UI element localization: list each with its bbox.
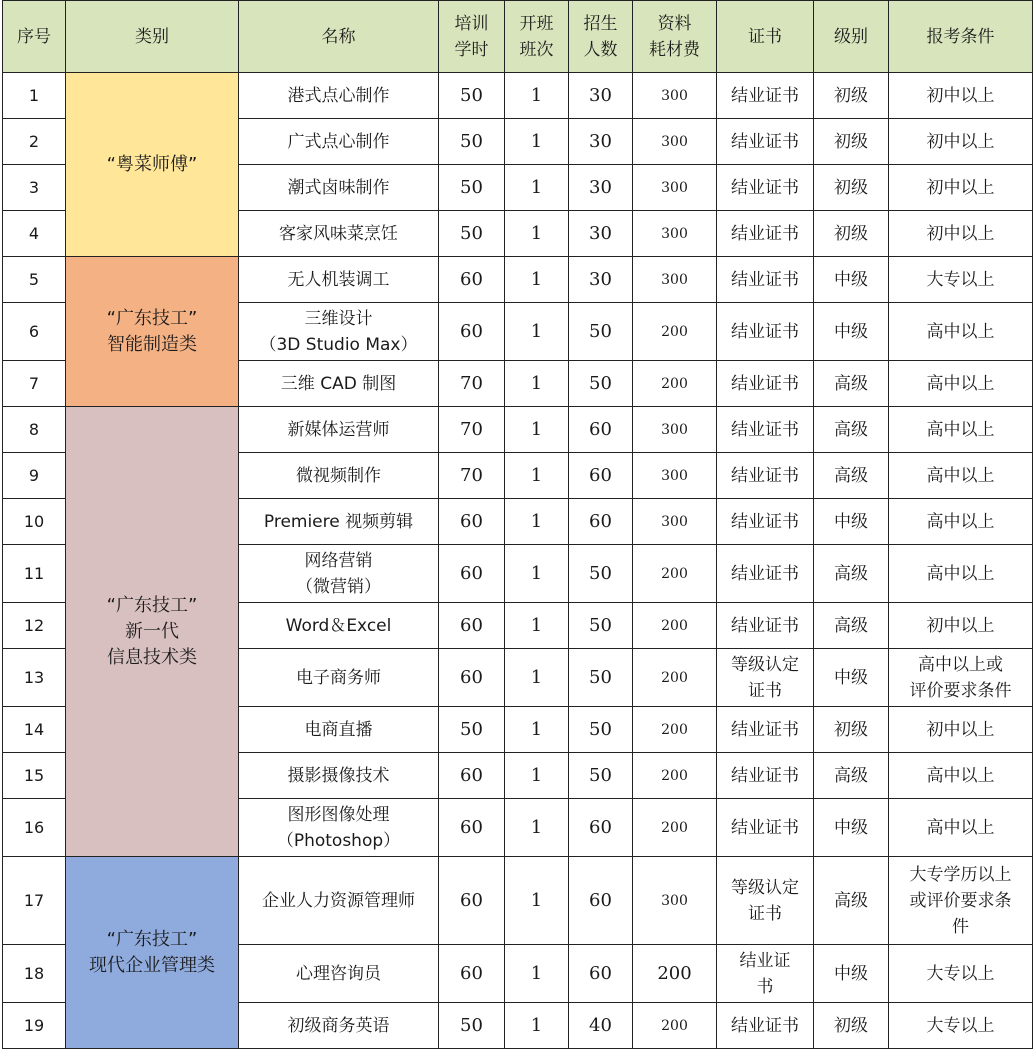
enroll-cell: 30 bbox=[569, 119, 633, 165]
fee-cell: 200 bbox=[633, 603, 717, 649]
seq-cell: 8 bbox=[3, 407, 66, 453]
fee-cell: 300 bbox=[633, 499, 717, 545]
seq-cell: 10 bbox=[3, 499, 66, 545]
enroll-cell: 50 bbox=[569, 603, 633, 649]
course-name-cell: 心理咨询员 bbox=[239, 945, 439, 1003]
hours-cell: 60 bbox=[439, 649, 505, 707]
level-cell: 高级 bbox=[814, 753, 889, 799]
seq-cell: 6 bbox=[3, 303, 66, 361]
classes-cell: 1 bbox=[505, 1003, 569, 1049]
table-row bbox=[3, 407, 1033, 453]
enroll-cell: 30 bbox=[569, 257, 633, 303]
level-cell: 中级 bbox=[814, 303, 889, 361]
course-name-cell: 潮式卤味制作 bbox=[239, 165, 439, 211]
cert-cell: 结业证书 bbox=[717, 707, 814, 753]
cert-cell: 结业证书 bbox=[717, 545, 814, 603]
classes-cell: 1 bbox=[505, 211, 569, 257]
level-cell: 高级 bbox=[814, 361, 889, 407]
fee-cell: 300 bbox=[633, 257, 717, 303]
cert-cell: 结业证书 bbox=[717, 1003, 814, 1049]
seq-cell: 12 bbox=[3, 603, 66, 649]
level-cell: 中级 bbox=[814, 799, 889, 857]
requirement-cell: 高中以上 bbox=[889, 407, 1033, 453]
hours-cell: 70 bbox=[439, 361, 505, 407]
cert-cell: 等级认定 证书 bbox=[717, 857, 814, 945]
classes-cell: 1 bbox=[505, 753, 569, 799]
table-row bbox=[3, 857, 1033, 945]
course-name-cell: 电子商务师 bbox=[239, 649, 439, 707]
fee-cell: 200 bbox=[633, 945, 717, 1003]
level-cell: 中级 bbox=[814, 257, 889, 303]
classes-cell: 1 bbox=[505, 407, 569, 453]
course-name-cell: 摄影摄像技术 bbox=[239, 753, 439, 799]
enroll-cell: 30 bbox=[569, 73, 633, 119]
cert-cell: 结业证书 bbox=[717, 119, 814, 165]
course-name-cell: 图形图像处理 （Photoshop） bbox=[239, 799, 439, 857]
course-name-cell: 无人机装调工 bbox=[239, 257, 439, 303]
cert-cell: 结业证书 bbox=[717, 73, 814, 119]
level-cell: 高级 bbox=[814, 545, 889, 603]
course-name-cell: 初级商务英语 bbox=[239, 1003, 439, 1049]
enroll-cell: 30 bbox=[569, 165, 633, 211]
header-category: 类别 bbox=[66, 1, 239, 73]
enroll-cell: 60 bbox=[569, 857, 633, 945]
level-cell: 初级 bbox=[814, 707, 889, 753]
hours-cell: 70 bbox=[439, 453, 505, 499]
requirement-cell: 初中以上 bbox=[889, 603, 1033, 649]
seq-cell: 2 bbox=[3, 119, 66, 165]
seq-cell: 17 bbox=[3, 857, 66, 945]
hours-cell: 60 bbox=[439, 499, 505, 545]
requirement-cell: 高中以上 bbox=[889, 453, 1033, 499]
requirement-cell: 高中以上或 评价要求条件 bbox=[889, 649, 1033, 707]
table-row bbox=[3, 257, 1033, 303]
seq-cell: 11 bbox=[3, 545, 66, 603]
header-level: 级别 bbox=[814, 1, 889, 73]
requirement-cell: 初中以上 bbox=[889, 211, 1033, 257]
course-name-cell: 网络营销 （微营销） bbox=[239, 545, 439, 603]
requirement-cell: 高中以上 bbox=[889, 753, 1033, 799]
requirement-cell: 高中以上 bbox=[889, 361, 1033, 407]
level-cell: 高级 bbox=[814, 453, 889, 499]
fee-cell: 200 bbox=[633, 361, 717, 407]
enroll-cell: 40 bbox=[569, 1003, 633, 1049]
course-name-cell: 港式点心制作 bbox=[239, 73, 439, 119]
fee-cell: 300 bbox=[633, 857, 717, 945]
seq-cell: 3 bbox=[3, 165, 66, 211]
classes-cell: 1 bbox=[505, 857, 569, 945]
level-cell: 中级 bbox=[814, 499, 889, 545]
seq-cell: 15 bbox=[3, 753, 66, 799]
level-cell: 初级 bbox=[814, 165, 889, 211]
classes-cell: 1 bbox=[505, 165, 569, 211]
seq-cell: 7 bbox=[3, 361, 66, 407]
seq-cell: 5 bbox=[3, 257, 66, 303]
fee-cell: 200 bbox=[633, 303, 717, 361]
hours-cell: 50 bbox=[439, 73, 505, 119]
fee-cell: 200 bbox=[633, 799, 717, 857]
requirement-cell: 大专以上 bbox=[889, 1003, 1033, 1049]
cert-cell: 等级认定 证书 bbox=[717, 649, 814, 707]
category-cell: “广东技工” 现代企业管理类 bbox=[66, 857, 239, 1049]
fee-cell: 300 bbox=[633, 211, 717, 257]
cert-cell: 结业证书 bbox=[717, 407, 814, 453]
course-name-cell: 电商直播 bbox=[239, 707, 439, 753]
course-name-cell: 三维 CAD 制图 bbox=[239, 361, 439, 407]
enroll-cell: 50 bbox=[569, 649, 633, 707]
course-name-cell: Word＆Excel bbox=[239, 603, 439, 649]
cert-cell: 结业证书 bbox=[717, 499, 814, 545]
hours-cell: 60 bbox=[439, 303, 505, 361]
level-cell: 中级 bbox=[814, 945, 889, 1003]
cert-cell: 结业证 书 bbox=[717, 945, 814, 1003]
requirement-cell: 大专学历以上 或评价要求条 件 bbox=[889, 857, 1033, 945]
enroll-cell: 50 bbox=[569, 753, 633, 799]
level-cell: 初级 bbox=[814, 211, 889, 257]
enroll-cell: 60 bbox=[569, 799, 633, 857]
header-row bbox=[3, 1, 1033, 73]
seq-cell: 13 bbox=[3, 649, 66, 707]
header-classes: 开班 班次 bbox=[505, 1, 569, 73]
cert-cell: 结业证书 bbox=[717, 211, 814, 257]
fee-cell: 200 bbox=[633, 545, 717, 603]
course-name-cell: 客家风味菜烹饪 bbox=[239, 211, 439, 257]
seq-cell: 4 bbox=[3, 211, 66, 257]
cert-cell: 结业证书 bbox=[717, 361, 814, 407]
fee-cell: 200 bbox=[633, 753, 717, 799]
fee-cell: 300 bbox=[633, 73, 717, 119]
seq-cell: 9 bbox=[3, 453, 66, 499]
cert-cell: 结业证书 bbox=[717, 603, 814, 649]
enroll-cell: 60 bbox=[569, 499, 633, 545]
classes-cell: 1 bbox=[505, 303, 569, 361]
seq-cell: 18 bbox=[3, 945, 66, 1003]
hours-cell: 50 bbox=[439, 1003, 505, 1049]
fee-cell: 200 bbox=[633, 707, 717, 753]
header-req: 报考条件 bbox=[889, 1, 1033, 73]
level-cell: 高级 bbox=[814, 603, 889, 649]
classes-cell: 1 bbox=[505, 649, 569, 707]
hours-cell: 60 bbox=[439, 857, 505, 945]
fee-cell: 300 bbox=[633, 453, 717, 499]
cert-cell: 结业证书 bbox=[717, 753, 814, 799]
course-name-cell: Premiere 视频剪辑 bbox=[239, 499, 439, 545]
fee-cell: 300 bbox=[633, 407, 717, 453]
hours-cell: 70 bbox=[439, 407, 505, 453]
enroll-cell: 50 bbox=[569, 545, 633, 603]
hours-cell: 60 bbox=[439, 545, 505, 603]
cert-cell: 结业证书 bbox=[717, 257, 814, 303]
hours-cell: 60 bbox=[439, 945, 505, 1003]
header-fee: 资料 耗材费 bbox=[633, 1, 717, 73]
course-name-cell: 微视频制作 bbox=[239, 453, 439, 499]
requirement-cell: 初中以上 bbox=[889, 73, 1033, 119]
course-name-cell: 新媒体运营师 bbox=[239, 407, 439, 453]
fee-cell: 200 bbox=[633, 1003, 717, 1049]
hours-cell: 60 bbox=[439, 603, 505, 649]
seq-cell: 14 bbox=[3, 707, 66, 753]
course-name-cell: 三维设计 （3D Studio Max） bbox=[239, 303, 439, 361]
requirement-cell: 高中以上 bbox=[889, 499, 1033, 545]
classes-cell: 1 bbox=[505, 453, 569, 499]
classes-cell: 1 bbox=[505, 257, 569, 303]
requirement-cell: 初中以上 bbox=[889, 707, 1033, 753]
course-name-cell: 企业人力资源管理师 bbox=[239, 857, 439, 945]
header-enroll: 招生 人数 bbox=[569, 1, 633, 73]
level-cell: 高级 bbox=[814, 857, 889, 945]
cert-cell: 结业证书 bbox=[717, 453, 814, 499]
header-cert: 证书 bbox=[717, 1, 814, 73]
level-cell: 中级 bbox=[814, 649, 889, 707]
requirement-cell: 初中以上 bbox=[889, 119, 1033, 165]
requirement-cell: 高中以上 bbox=[889, 545, 1033, 603]
category-cell: “广东技工” 智能制造类 bbox=[66, 257, 239, 407]
enroll-cell: 50 bbox=[569, 361, 633, 407]
enroll-cell: 50 bbox=[569, 303, 633, 361]
requirement-cell: 大专以上 bbox=[889, 945, 1033, 1003]
enroll-cell: 60 bbox=[569, 453, 633, 499]
classes-cell: 1 bbox=[505, 603, 569, 649]
level-cell: 初级 bbox=[814, 119, 889, 165]
category-cell: “广东技工” 新一代 信息技术类 bbox=[66, 407, 239, 857]
hours-cell: 50 bbox=[439, 165, 505, 211]
classes-cell: 1 bbox=[505, 73, 569, 119]
header-hours: 培训 学时 bbox=[439, 1, 505, 73]
hours-cell: 50 bbox=[439, 119, 505, 165]
classes-cell: 1 bbox=[505, 707, 569, 753]
requirement-cell: 高中以上 bbox=[889, 799, 1033, 857]
table-row bbox=[3, 73, 1033, 119]
cert-cell: 结业证书 bbox=[717, 799, 814, 857]
seq-cell: 16 bbox=[3, 799, 66, 857]
enroll-cell: 60 bbox=[569, 407, 633, 453]
hours-cell: 50 bbox=[439, 707, 505, 753]
classes-cell: 1 bbox=[505, 545, 569, 603]
header-name: 名称 bbox=[239, 1, 439, 73]
header-seq: 序号 bbox=[3, 1, 66, 73]
requirement-cell: 初中以上 bbox=[889, 165, 1033, 211]
enroll-cell: 60 bbox=[569, 945, 633, 1003]
course-table bbox=[2, 0, 1033, 1049]
requirement-cell: 大专以上 bbox=[889, 257, 1033, 303]
fee-cell: 300 bbox=[633, 119, 717, 165]
hours-cell: 60 bbox=[439, 799, 505, 857]
enroll-cell: 50 bbox=[569, 707, 633, 753]
seq-cell: 1 bbox=[3, 73, 66, 119]
level-cell: 初级 bbox=[814, 73, 889, 119]
category-cell: “粤菜师傅” bbox=[66, 73, 239, 257]
level-cell: 初级 bbox=[814, 1003, 889, 1049]
classes-cell: 1 bbox=[505, 499, 569, 545]
seq-cell: 19 bbox=[3, 1003, 66, 1049]
classes-cell: 1 bbox=[505, 361, 569, 407]
requirement-cell: 高中以上 bbox=[889, 303, 1033, 361]
enroll-cell: 30 bbox=[569, 211, 633, 257]
hours-cell: 50 bbox=[439, 211, 505, 257]
fee-cell: 300 bbox=[633, 165, 717, 211]
cert-cell: 结业证书 bbox=[717, 165, 814, 211]
hours-cell: 60 bbox=[439, 257, 505, 303]
fee-cell: 200 bbox=[633, 649, 717, 707]
classes-cell: 1 bbox=[505, 945, 569, 1003]
classes-cell: 1 bbox=[505, 119, 569, 165]
classes-cell: 1 bbox=[505, 799, 569, 857]
cert-cell: 结业证书 bbox=[717, 303, 814, 361]
course-name-cell: 广式点心制作 bbox=[239, 119, 439, 165]
level-cell: 高级 bbox=[814, 407, 889, 453]
hours-cell: 60 bbox=[439, 753, 505, 799]
